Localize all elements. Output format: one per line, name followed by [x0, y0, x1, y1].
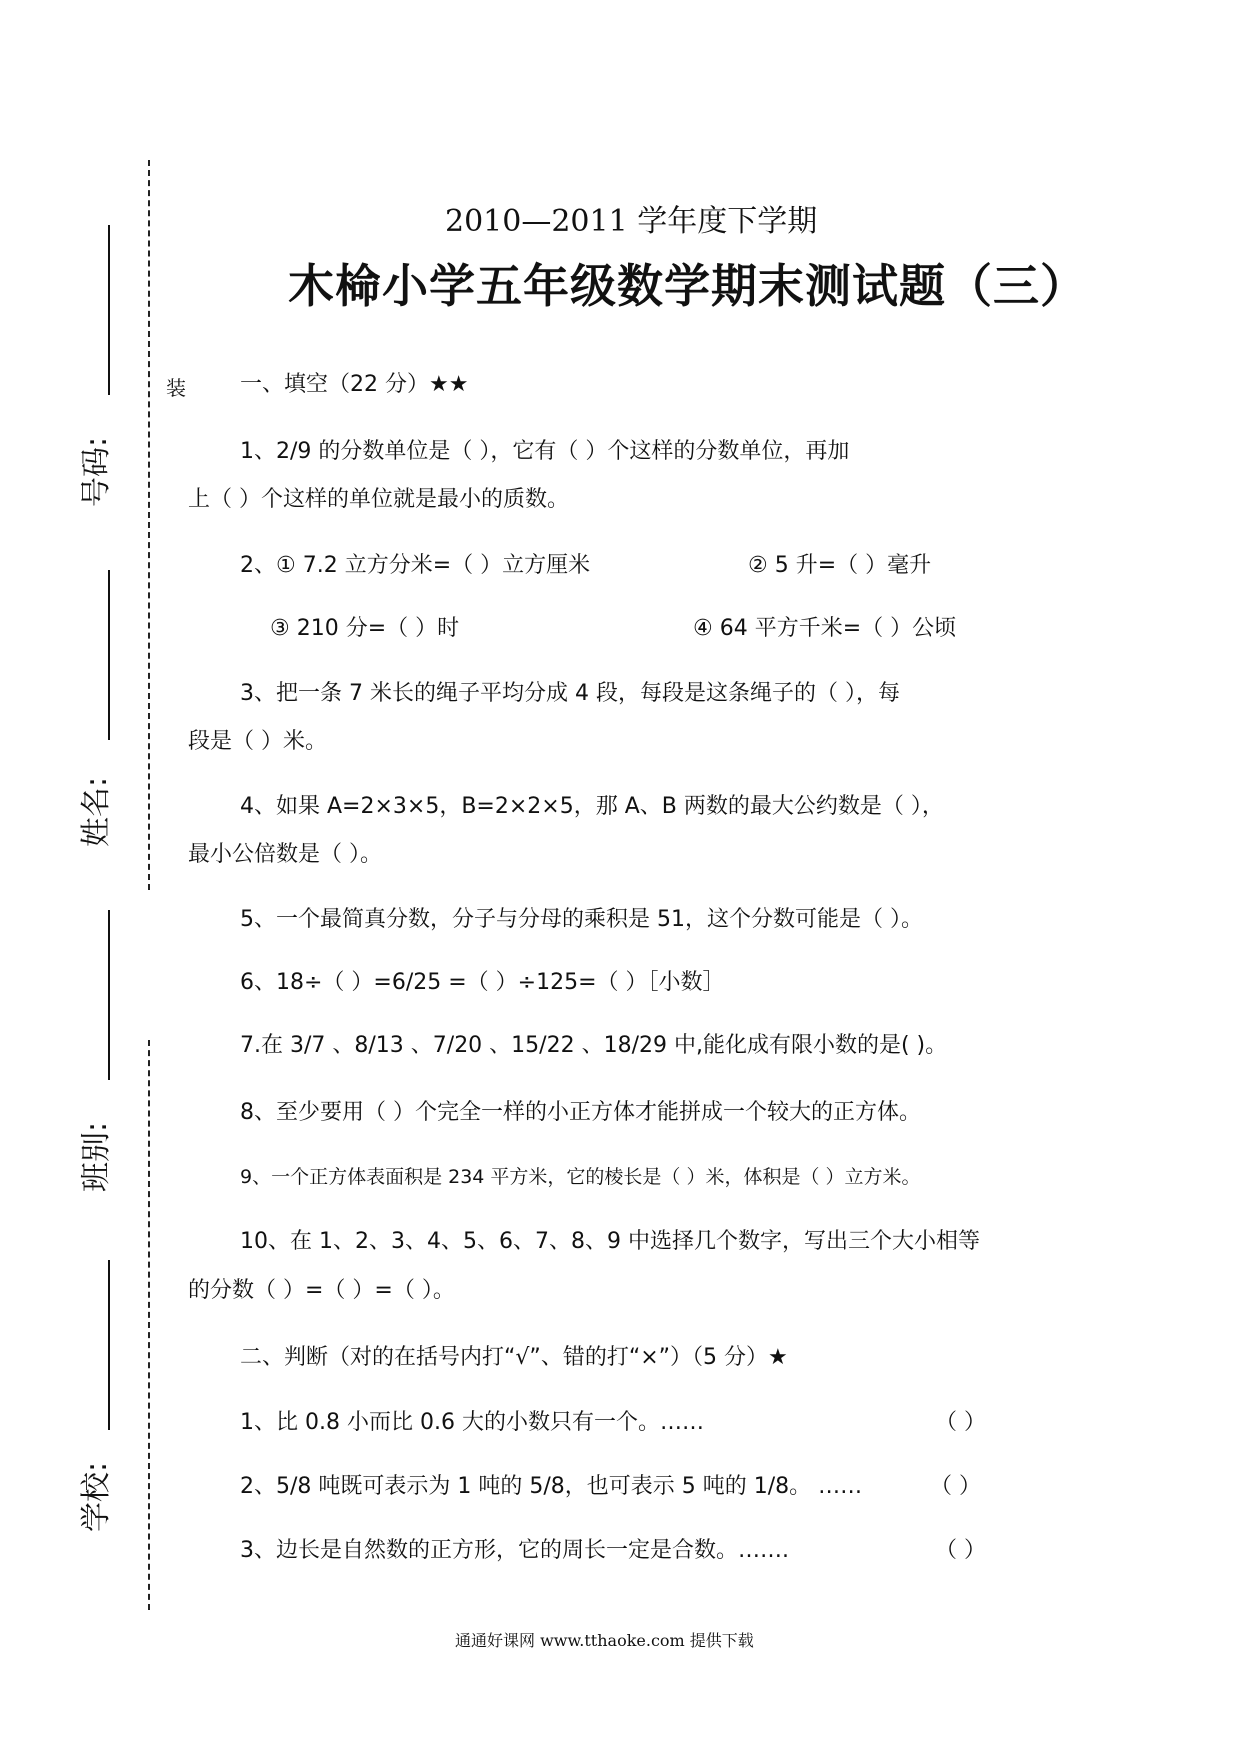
q8: 8、至少要用（ ）个完全一样的小正方体才能拼成一个较大的正方体。: [240, 1100, 921, 1125]
q9: 9、一个正方体表面积是 234 平方米，它的棱长是（ ）米，体积是（ ）立方米。: [240, 1166, 921, 1188]
q1-line1: 1、2/9 的分数单位是（ ），它有（ ）个这样的分数单位，再加: [240, 439, 850, 464]
q10-line2: 的分数（ ）=（ ）=（ ）。: [188, 1278, 455, 1303]
q4-line2: 最小公倍数是（ ）。: [188, 842, 382, 867]
q2-part-a: 2、① 7.2 立方分米=（ ）立方厘米: [240, 553, 591, 578]
name-label: 姓名:: [79, 776, 114, 847]
q5: 5、一个最简真分数，分子与分母的乘积是 51，这个分数可能是（ ）。: [240, 907, 923, 932]
judge-item-2: 2、5/8 吨既可表示为 1 吨的 5/8，也可表示 5 吨的 1/8。 ……: [240, 1474, 863, 1499]
section1-heading: 一、填空（22 分）★★: [240, 372, 469, 397]
judge-item-3-blank[interactable]: （ ）: [935, 1538, 986, 1563]
number-label: 号码:: [79, 436, 114, 507]
school-label: 学校:: [79, 1461, 114, 1532]
number-write-line[interactable]: [108, 225, 110, 395]
q1-line2: 上（ ）个这样的单位就是最小的质数。: [188, 487, 569, 512]
binding-dashed-line-top: [148, 160, 150, 890]
q2-part-d: ④ 64 平方千米=（ ）公顷: [693, 616, 957, 641]
judge-item-3: 3、边长是自然数的正方形，它的周长一定是合数。…….: [240, 1538, 789, 1563]
school-write-line[interactable]: [108, 1260, 110, 1430]
binding-dashed-line-bottom: [148, 1040, 150, 1610]
page-title: 木椧小学五年级数学期末测试题（三）: [288, 259, 1087, 313]
q6: 6、18÷（ ）=6/25 =（ ）÷125=（ ）［小数］: [240, 970, 725, 995]
q4-line1: 4、如果 A=2×3×5，B=2×2×5，那 A、B 两数的最大公约数是（ ），: [240, 794, 944, 819]
class-write-line[interactable]: [108, 910, 110, 1080]
footer-credit: 通通好课网 www.tthaoke.com 提供下载: [455, 1631, 754, 1650]
judge-item-1: 1、比 0.8 小而比 0.6 大的小数只有一个。……: [240, 1410, 704, 1435]
q2-part-b: ② 5 升=（ ）毫升: [748, 553, 932, 578]
q2-part-c: ③ 210 分=（ ）时: [270, 616, 460, 641]
q7: 7.在 3/7 、8/13 、7/20 、15/22 、18/29 中,能化成有限小数的是( )。: [240, 1033, 948, 1058]
judge-item-2-blank[interactable]: （ ）: [930, 1474, 981, 1499]
judge-item-1-blank[interactable]: （ ）: [935, 1410, 986, 1435]
section2-heading: 二、判断（对的在括号内打“√”、错的打“×”）（5 分）★: [240, 1345, 788, 1370]
name-write-line[interactable]: [108, 570, 110, 740]
class-label: 班别:: [79, 1121, 114, 1192]
q3-line1: 3、把一条 7 米长的绳子平均分成 4 段，每段是这条绳子的（ ），每: [240, 681, 900, 706]
year-line: 2010—2011 学年度下学期: [445, 204, 818, 239]
q3-line2: 段是（ ）米。: [188, 729, 327, 754]
seal-char: 装: [166, 376, 186, 400]
q10-line1: 10、在 1、2、3、4、5、6、7、8、9 中选择几个数字，写出三个大小相等: [240, 1229, 980, 1254]
